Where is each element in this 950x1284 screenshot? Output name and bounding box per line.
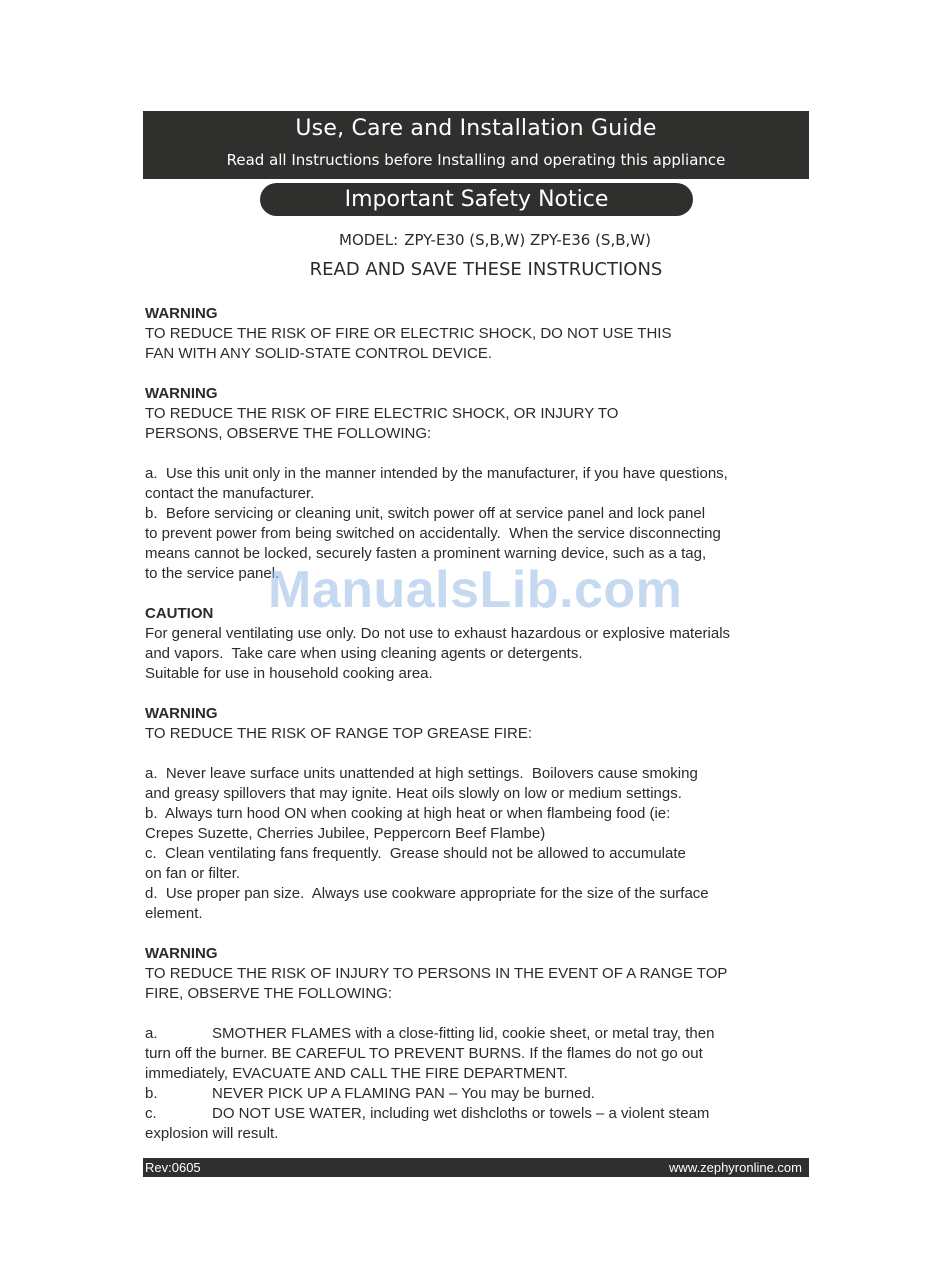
list-item: means cannot be locked, securely fasten a prominent warning device, such as a tag, [145, 545, 707, 562]
text-line: TO REDUCE THE RISK OF RANGE TOP GREASE FIRE: [145, 725, 533, 742]
safety-instructions [145, 304, 810, 1144]
text-line: FAN WITH ANY SOLID-STATE CONTROL DEVICE. [145, 345, 492, 362]
list-item [145, 1104, 810, 1124]
list-item [145, 1064, 810, 1084]
section-heading: WARNING [145, 945, 218, 962]
list-item: d. Use proper pan size. Always use cookware appropriate for the size of the surface [145, 885, 709, 902]
list-item [145, 1124, 810, 1144]
model-value: ZPY-E30 (S,B,W) ZPY-E36 (S,B,W) [404, 231, 651, 249]
list-item: a. Use this unit only in the manner intended by the manufacturer, if you have questions, [145, 465, 728, 482]
section-heading: WARNING [145, 385, 218, 402]
list-item-text: SMOTHER FLAMES with a close-fitting lid, cookie sheet, or metal tray, then [212, 1025, 715, 1042]
list-item [145, 1024, 810, 1044]
header-band [143, 111, 809, 179]
list-item-text: explosion will result. [145, 1125, 279, 1142]
text-line: TO REDUCE THE RISK OF INJURY TO PERSONS IN THE EVENT OF A RANGE TOP [145, 965, 728, 982]
list-item: and greasy spillovers that may ignite. Heat oils slowly on low or medium settings. [145, 785, 682, 802]
text-line: and vapors. Take care when using cleaning agents or detergents. [145, 645, 583, 662]
list-item-text: immediately, EVACUATE AND CALL THE FIRE DEPARTMENT. [145, 1065, 568, 1082]
website-url: www.zephyronline.com [669, 1160, 802, 1175]
model-label: MODEL: [339, 231, 399, 249]
list-item-text: NEVER PICK UP A FLAMING PAN – You may be burned. [212, 1085, 595, 1102]
read-save-heading: READ AND SAVE THESE INSTRUCTIONS [309, 259, 663, 280]
model-line [339, 231, 651, 249]
text-line: TO REDUCE THE RISK OF FIRE OR ELECTRIC SHOCK, DO NOT USE THIS [145, 325, 672, 342]
list-item: a. Never leave surface units unattended at high settings. Boilovers cause smoking [145, 765, 698, 782]
section-heading: WARNING [145, 305, 218, 322]
list-marker: b. [145, 1085, 158, 1102]
list-item: b. Before servicing or cleaning unit, switch power off at service panel and lock panel [145, 505, 706, 522]
list-item: on fan or filter. [145, 865, 241, 882]
list-item-text: DO NOT USE WATER, including wet dishcloths or towels – a violent steam [212, 1105, 710, 1122]
list-item: b. Always turn hood ON when cooking at high heat or when flambeing food (ie: [145, 805, 671, 822]
list-item [145, 1044, 810, 1064]
list-item: element. [145, 905, 203, 922]
section-heading: CAUTION [145, 605, 214, 622]
list-item-text: turn off the burner. BE CAREFUL TO PREVENT BURNS. If the flames do not go out [145, 1045, 703, 1062]
list-item: Crepes Suzette, Cherries Jubilee, Peppercorn Beef Flambe) [145, 825, 546, 842]
guide-subtitle: Read all Instructions before Installing and operating this appliance [226, 151, 726, 169]
safety-notice-banner: Important Safety Notice [260, 183, 693, 216]
list-item: contact the manufacturer. [145, 485, 315, 502]
guide-title: Use, Care and Installation Guide [295, 116, 657, 141]
text-line: FIRE, OBSERVE THE FOLLOWING: [145, 985, 392, 1002]
manualslib-watermark: ManualsLib.com [268, 561, 683, 619]
text-line: TO REDUCE THE RISK OF FIRE ELECTRIC SHOCK, OR INJURY TO [145, 405, 619, 422]
footer-band [143, 1158, 809, 1177]
text-line: Suitable for use in household cooking area. [145, 665, 433, 682]
list-item: to prevent power from being switched on accidentally. When the service disconnecting [145, 525, 721, 542]
revision-label: Rev:0605 [145, 1160, 201, 1175]
list-item [145, 1084, 810, 1104]
text-line: PERSONS, OBSERVE THE FOLLOWING: [145, 425, 432, 442]
list-marker: c. [145, 1105, 157, 1122]
list-item: c. Clean ventilating fans frequently. Grease should not be allowed to accumulate [145, 845, 686, 862]
list-marker: a. [145, 1025, 158, 1042]
text-line: For general ventilating use only. Do not use to exhaust hazardous or explosive materials [145, 625, 731, 642]
list-item: to the service panel. [145, 565, 280, 582]
section-heading: WARNING [145, 705, 218, 722]
